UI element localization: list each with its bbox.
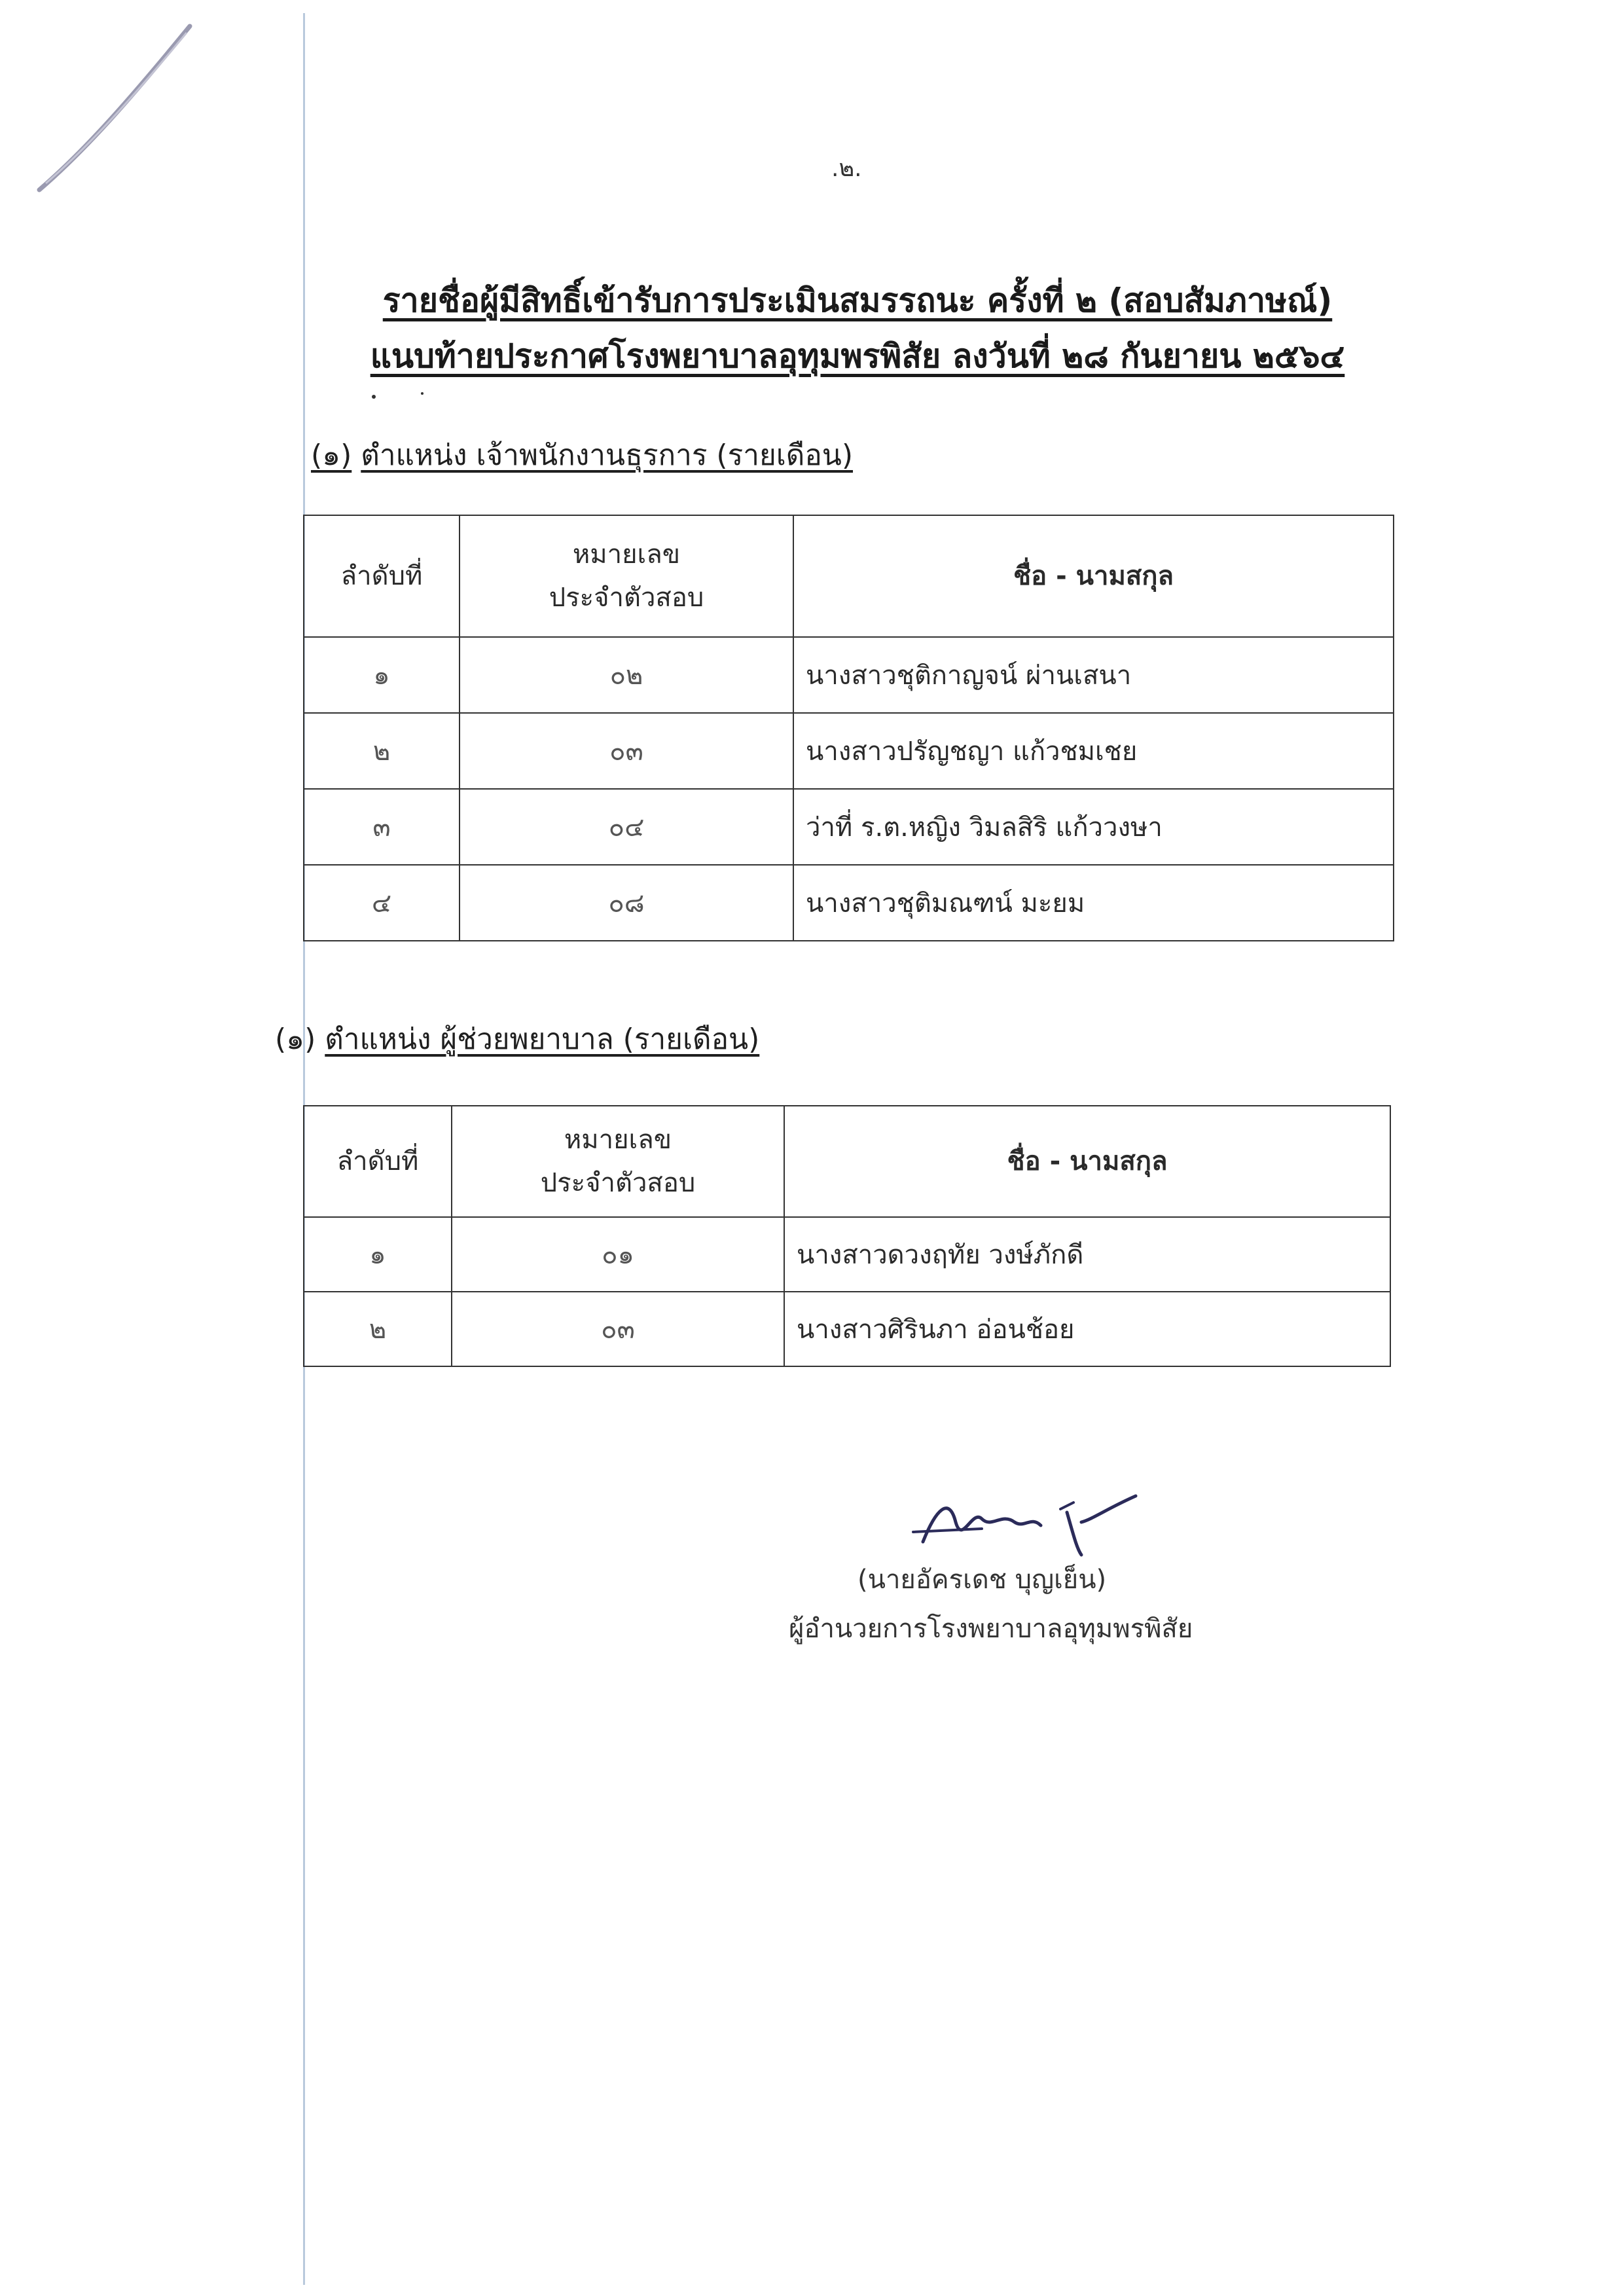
table-header-row: [304, 515, 1394, 637]
row-exam-id: ๐๒: [460, 637, 793, 713]
section-1-label: ตำแหน่ง เจ้าพนักงานธุรการ (รายเดือน): [361, 439, 854, 472]
header-order: ลำดับที่: [304, 1106, 452, 1217]
row-exam-id: ๐๓: [460, 713, 793, 789]
handwritten-signature: [910, 1483, 1159, 1561]
row-exam-id: ๐๘: [460, 865, 793, 941]
signatory-name: (นายอัครเดช บุญเย็น): [857, 1565, 1107, 1595]
row-order: ๒: [304, 713, 460, 789]
table-row: [304, 865, 1394, 941]
row-full-name: นางสาวปรัญชญา แก้วชมเชย: [793, 713, 1394, 789]
header-exam-id-line1: หมายเลข: [564, 1125, 672, 1155]
section-1-number: (๑): [311, 439, 352, 472]
scan-pen-stroke: [26, 20, 196, 196]
stray-mark: [421, 392, 424, 395]
row-order: ๓: [304, 789, 460, 865]
header-exam-id-line2: ประจำตัวสอบ: [540, 1168, 696, 1198]
header-order: ลำดับที่: [304, 515, 460, 637]
row-order: ๑: [304, 637, 460, 713]
section-2-label: ตำแหน่ง ผู้ช่วยพยาบาล (รายเดือน): [325, 1023, 760, 1056]
page-number: .๒.: [831, 155, 862, 182]
row-order: ๔: [304, 865, 460, 941]
row-exam-id: ๐๑: [452, 1217, 784, 1292]
header-exam-id-line2: ประจำตัวสอบ: [549, 583, 704, 613]
section-2-heading: [275, 1016, 759, 1062]
section-1-table: [303, 515, 1394, 941]
row-full-name: ว่าที่ ร.ต.หญิง วิมลสิริ แก้ววงษา: [793, 789, 1394, 865]
header-exam-id: [460, 515, 793, 637]
row-exam-id: ๐๓: [452, 1292, 784, 1366]
table-row: [304, 1217, 1390, 1292]
header-full-name: ชื่อ - นามสกุล: [793, 515, 1394, 637]
table-row: [304, 713, 1394, 789]
row-exam-id: ๐๔: [460, 789, 793, 865]
header-exam-id: [452, 1106, 784, 1217]
table-row: [304, 637, 1394, 713]
row-full-name: นางสาวชุติกาญจน์ ผ่านเสนา: [793, 637, 1394, 713]
header-full-name: ชื่อ - นามสกุล: [784, 1106, 1390, 1217]
row-full-name: นางสาวดวงฤทัย วงษ์ภักดี: [784, 1217, 1390, 1292]
table-row: [304, 789, 1394, 865]
document-title-line1: รายชื่อผู้มีสิทธิ์เข้ารับการประเมินสมรรถนะ ครั้งที่ ๒ (สอบสัมภาษณ์): [382, 282, 1333, 319]
document-title-line2: แนบท้ายประกาศโรงพยาบาลอุทุมพรพิสัย ลงวันที่ ๒๘ กันยายน ๒๕๖๔: [370, 337, 1345, 375]
row-full-name: นางสาวชุติมณฑน์ มะยม: [793, 865, 1394, 941]
row-order: ๑: [304, 1217, 452, 1292]
row-full-name: นางสาวศิรินภา อ่อนช้อย: [784, 1292, 1390, 1366]
stray-mark: [372, 395, 376, 399]
header-exam-id-line1: หมายเลข: [572, 539, 681, 570]
table-row: [304, 1292, 1390, 1366]
signatory-position: ผู้อำนวยการโรงพยาบาลอุทุมพรพิสัย: [789, 1614, 1193, 1644]
section-2-table: [303, 1105, 1391, 1367]
table-header-row: [304, 1106, 1390, 1217]
row-order: ๒: [304, 1292, 452, 1366]
section-1-heading: [311, 432, 853, 478]
section-2-number: (๑): [275, 1023, 316, 1056]
